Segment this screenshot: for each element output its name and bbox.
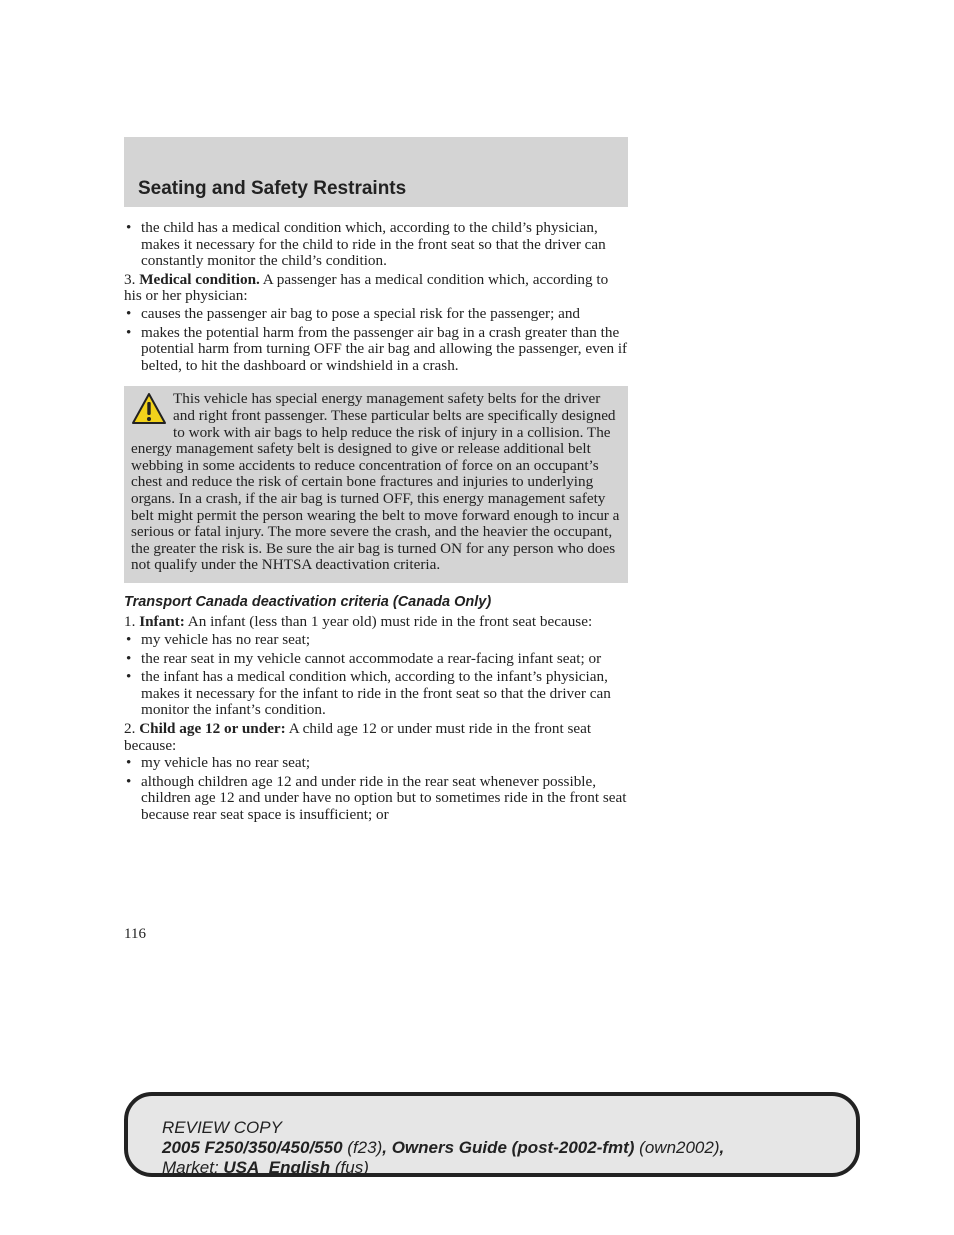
item-heading: Medical condition. [139,270,260,288]
item-number: 3. [124,270,136,288]
footer-comma: , [719,1138,725,1157]
item-number: 1. [124,613,136,631]
bullet-text: my vehicle has no rear seat; [141,754,311,772]
bullet-text: the infant has a medical condition which, according to the infant’s physician, makes it necessary for the infant to ride in the front seat so that the driver can monitor the infant’s condition. [141,668,611,719]
numbered-item-2 [124,721,628,754]
item-text: A passenger has a medical condition which, according to his or her physician: [124,270,609,305]
bullet-dot: • [126,631,132,649]
market-label: Market: [162,1158,224,1177]
numbered-item-1 [124,614,628,631]
item-text: An infant (less than 1 year old) must ride in the front seat because: [184,613,593,631]
page-content [124,220,628,826]
review-copy-label: REVIEW COPY [162,1118,282,1137]
bullet-dot: • [126,649,132,667]
numbered-item-3 [124,272,628,305]
market-name: USA_English [223,1158,331,1177]
guide-name: , Owners Guide (post-2002-fmt) [382,1138,635,1157]
bullet-dot: • [126,668,132,686]
bullet-item [124,306,628,323]
bullet-text: the child has a medical condition which, according to the child’s physician, makes it necessary for the child to ride in the front seat so that the driver can constantly monitor the child’s condition. [141,219,606,270]
bullet-item [124,755,628,772]
bullet-dot: • [126,754,132,772]
page-number: 116 [124,926,146,942]
warning-box [124,386,628,583]
warning-text: This vehicle has special energy management safety belts for the driver and right front passenger. These particular belts are specifically designed to work with air bags to help reduce the risk of injury in a collision. The energy management safety belt is designed to give or release additional belt webbing in some accidents to reduce concentration of force on an occupant’s chest and reduce the risk of certain bone fractures and injuries to underlying organs. In a crash, if the air bag is turned OFF, this energy management safety belt might permit the person wearing the belt to move forward enough to incur a serious or fatal injury. The more severe the crash, and the heavier the occupant, the greater the risk is. Be sure the air bag is turned ON for any person who does not qualify under the NHTSA deactivation criteria. [131,390,620,574]
bullet-item [124,325,628,375]
market-code: (fus) [330,1158,369,1177]
bullet-dot: • [126,323,132,341]
item-number: 2. [124,720,136,738]
bullet-dot: • [126,772,132,790]
bullet-text: causes the passenger air bag to pose a special risk for the passenger; and [141,304,581,322]
item-heading: Child age 12 or under: [139,720,286,738]
bullet-dot: • [126,304,132,322]
bullet-item [124,774,628,824]
guide-code: (own2002) [634,1138,720,1157]
bullet-item [124,669,628,719]
bullet-dot: • [126,219,132,236]
bullet-text: makes the potential harm from the passenger air bag in a crash greater than the potential harm from turning OFF the air bag and allowing the passenger, even if belted, to hit the dashboard or windshield in a crash. [141,323,628,374]
bullet-text: although children age 12 and under ride in the rear seat whenever possible, children age 12 and under have no option but to sometimes ride in the front seat because rear seat space is insufficient; or [141,772,627,823]
section-title: Seating and Safety Restraints [138,178,407,199]
bullet-text: my vehicle has no rear seat; [141,631,311,649]
item-heading: Infant: [139,613,185,631]
bullet-item [124,220,628,270]
warning-triangle-icon [131,391,167,427]
item-text: A child age 12 or under must ride in the front seat because: [124,720,592,754]
bullet-text: the rear seat in my vehicle cannot accommodate a rear-facing infant seat; or [141,649,602,667]
review-copy-footer-text [162,1118,724,1178]
bullet-item [124,632,628,649]
model-name: 2005 F250/350/450/550 [162,1138,343,1157]
bullet-item [124,651,628,668]
model-code: (f23) [342,1138,383,1157]
subheading-transport-canada: Transport Canada deactivation criteria (Canada Only) [124,593,492,610]
